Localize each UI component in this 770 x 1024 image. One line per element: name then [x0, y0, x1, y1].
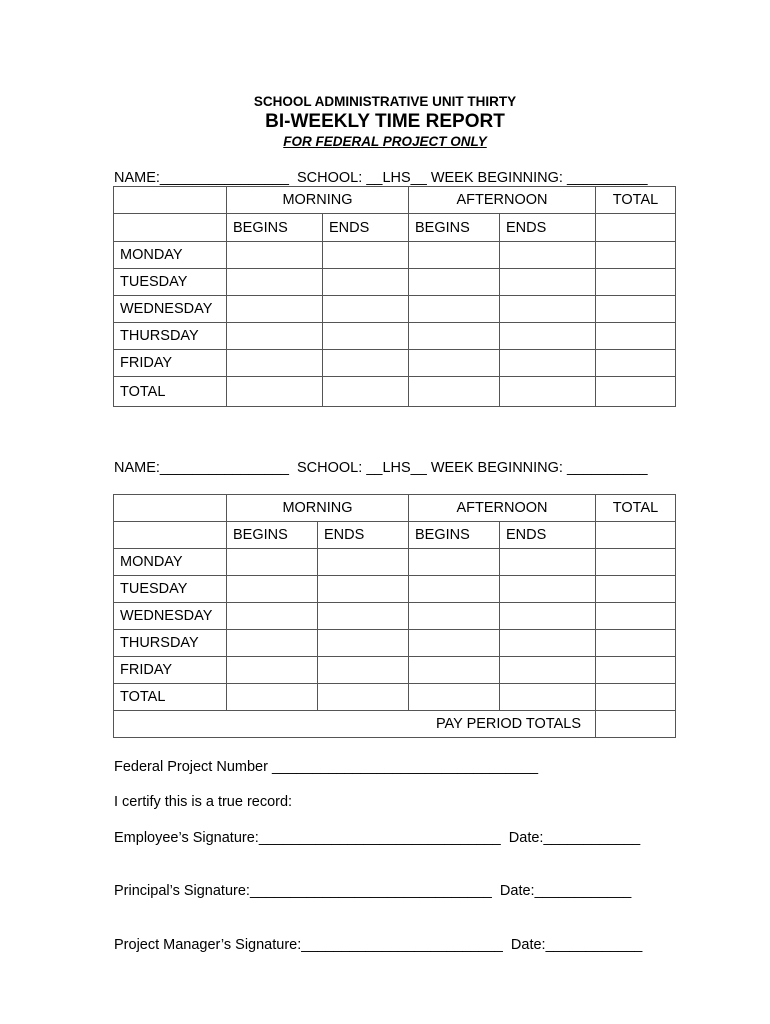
time-cell[interactable] [227, 350, 323, 377]
week2-afternoon-ends: ENDS [500, 522, 596, 549]
federal-project-number-field[interactable]: Federal Project Number _________________________________ [114, 759, 539, 775]
time-cell[interactable] [318, 630, 409, 657]
time-cell[interactable] [227, 296, 323, 323]
school-value: __LHS__ [366, 460, 427, 476]
total-cell[interactable] [596, 657, 676, 684]
form-subtitle: FOR FEDERAL PROJECT ONLY [283, 134, 487, 149]
week-beginning-label: WEEK BEGINNING: [430, 170, 563, 186]
time-cell[interactable] [323, 242, 409, 269]
week1-time-table [113, 186, 676, 407]
week1-afternoon-header: AFTERNOON [409, 187, 596, 214]
total-cell[interactable] [596, 269, 676, 296]
week2-corner-cell [114, 495, 227, 522]
time-cell[interactable] [323, 323, 409, 350]
time-cell[interactable] [318, 684, 409, 711]
week2-morning-header: MORNING [227, 495, 409, 522]
time-cell[interactable] [318, 576, 409, 603]
time-cell[interactable] [227, 684, 318, 711]
school-label: SCHOOL: [297, 170, 363, 186]
name-blank[interactable]: ________________ [159, 170, 289, 186]
employee-signature-line[interactable]: Employee’s Signature:______________________________ Date:____________ [114, 830, 641, 846]
time-cell[interactable] [318, 657, 409, 684]
time-cell[interactable] [409, 269, 500, 296]
day-label: TUESDAY [114, 576, 227, 603]
time-cell[interactable] [409, 323, 500, 350]
time-cell[interactable] [500, 576, 596, 603]
day-label: MONDAY [114, 549, 227, 576]
time-cell[interactable] [500, 603, 596, 630]
time-cell[interactable] [409, 630, 500, 657]
week-beginning-blank[interactable]: __________ [566, 460, 648, 476]
day-label: THURSDAY [114, 630, 227, 657]
time-cell[interactable] [318, 603, 409, 630]
certify-statement: I certify this is a true record: [114, 794, 293, 810]
time-cell[interactable] [227, 603, 318, 630]
time-cell[interactable] [500, 684, 596, 711]
week1-corner-cell [114, 187, 227, 214]
day-label: WEDNESDAY [114, 296, 227, 323]
day-label: TUESDAY [114, 269, 227, 296]
week2-time-table [113, 494, 676, 738]
name-label: NAME: [114, 170, 160, 186]
week1-blank-cell [114, 214, 227, 242]
week1-afternoon-begins: BEGINS [409, 214, 500, 242]
day-label: TOTAL [114, 684, 227, 711]
time-cell[interactable] [409, 684, 500, 711]
time-cell[interactable] [500, 377, 596, 407]
time-cell[interactable] [227, 269, 323, 296]
time-cell[interactable] [409, 242, 500, 269]
day-label: WEDNESDAY [114, 603, 227, 630]
week-beginning-blank[interactable]: __________ [566, 170, 648, 186]
week2-info-line [114, 460, 648, 476]
week2-blank-cell [114, 522, 227, 549]
time-cell[interactable] [227, 377, 323, 407]
time-cell[interactable] [227, 242, 323, 269]
time-cell[interactable] [323, 269, 409, 296]
total-cell[interactable] [596, 377, 676, 407]
week2-afternoon-header: AFTERNOON [409, 495, 596, 522]
week2-total-blank [596, 522, 676, 549]
time-cell[interactable] [500, 296, 596, 323]
time-cell[interactable] [500, 657, 596, 684]
time-cell[interactable] [500, 549, 596, 576]
time-cell[interactable] [409, 603, 500, 630]
time-cell[interactable] [227, 657, 318, 684]
total-cell[interactable] [596, 242, 676, 269]
time-cell[interactable] [500, 630, 596, 657]
project-manager-signature-line[interactable]: Project Manager’s Signature:_________________________ Date:____________ [114, 937, 643, 953]
week1-morning-begins: BEGINS [227, 214, 323, 242]
time-cell[interactable] [227, 576, 318, 603]
time-cell[interactable] [409, 657, 500, 684]
time-cell[interactable] [323, 296, 409, 323]
school-value: __LHS__ [366, 170, 427, 186]
time-cell[interactable] [409, 576, 500, 603]
total-cell[interactable] [596, 576, 676, 603]
day-label: FRIDAY [114, 657, 227, 684]
week1-morning-ends: ENDS [323, 214, 409, 242]
week1-total-header: TOTAL [596, 187, 676, 214]
organization-heading: SCHOOL ADMINISTRATIVE UNIT THIRTY [253, 94, 517, 109]
week1-total-blank [596, 214, 676, 242]
time-cell[interactable] [500, 323, 596, 350]
time-cell[interactable] [500, 242, 596, 269]
week1-afternoon-ends: ENDS [500, 214, 596, 242]
time-cell[interactable] [323, 350, 409, 377]
time-cell[interactable] [500, 350, 596, 377]
day-label: THURSDAY [114, 323, 227, 350]
total-cell[interactable] [596, 684, 676, 711]
time-cell[interactable] [227, 323, 323, 350]
week2-total-header: TOTAL [596, 495, 676, 522]
time-cell[interactable] [409, 350, 500, 377]
name-blank[interactable]: ________________ [159, 460, 289, 476]
week2-morning-begins: BEGINS [227, 522, 318, 549]
form-title: BI-WEEKLY TIME REPORT [265, 111, 505, 132]
time-cell[interactable] [409, 377, 500, 407]
school-label: SCHOOL: [297, 460, 363, 476]
principal-signature-line[interactable]: Principal’s Signature:______________________________ Date:____________ [114, 883, 632, 899]
week-beginning-label: WEEK BEGINNING: [430, 460, 563, 476]
time-cell[interactable] [500, 269, 596, 296]
total-cell[interactable] [596, 323, 676, 350]
total-cell[interactable] [596, 350, 676, 377]
total-cell[interactable] [596, 549, 676, 576]
time-cell[interactable] [227, 549, 318, 576]
time-cell[interactable] [409, 296, 500, 323]
total-cell[interactable] [596, 296, 676, 323]
time-cell[interactable] [318, 549, 409, 576]
total-cell[interactable] [596, 630, 676, 657]
day-label: FRIDAY [114, 350, 227, 377]
week2-morning-ends: ENDS [318, 522, 409, 549]
pay-period-totals-label: PAY PERIOD TOTALS [114, 711, 596, 738]
day-label: MONDAY [114, 242, 227, 269]
time-cell[interactable] [323, 377, 409, 407]
day-label: TOTAL [114, 377, 227, 407]
time-cell[interactable] [409, 549, 500, 576]
total-cell[interactable] [596, 603, 676, 630]
time-cell[interactable] [227, 630, 318, 657]
week1-info-line [114, 170, 648, 186]
week2-afternoon-begins: BEGINS [409, 522, 500, 549]
name-label: NAME: [114, 460, 160, 476]
week1-morning-header: MORNING [227, 187, 409, 214]
pay-period-total-cell[interactable] [596, 711, 676, 738]
